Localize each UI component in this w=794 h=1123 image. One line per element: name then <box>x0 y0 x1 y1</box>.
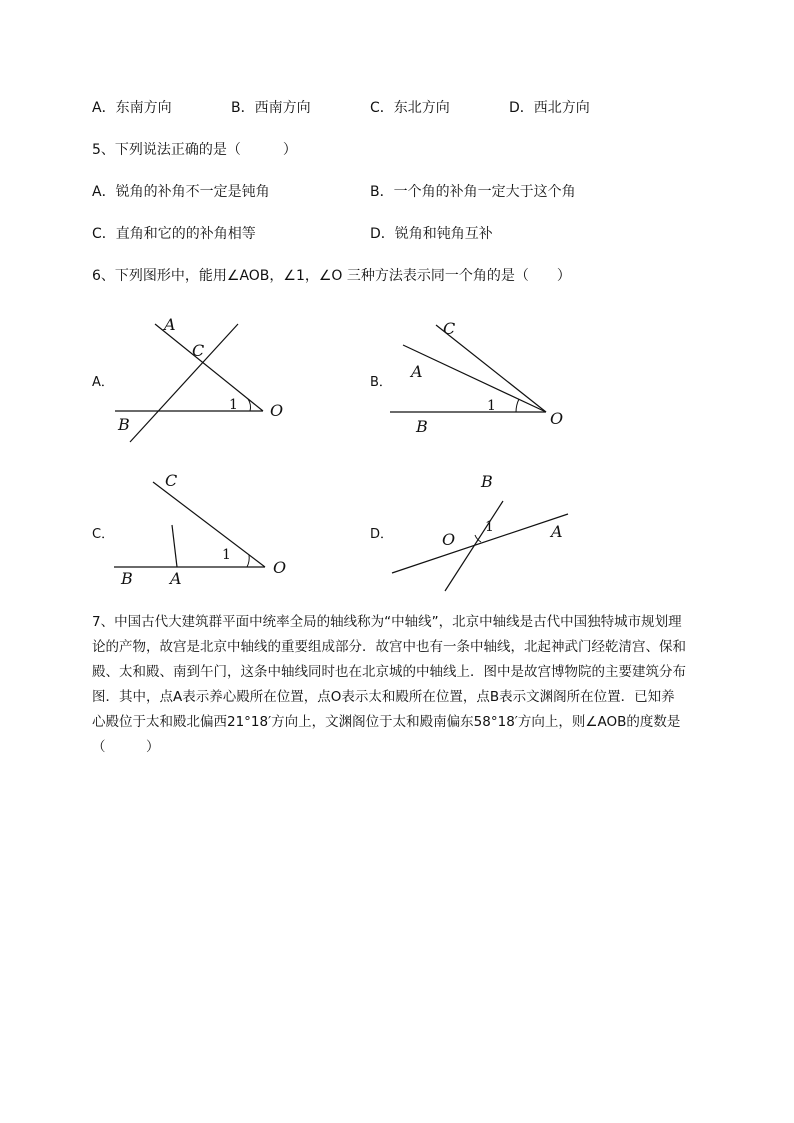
q6-option-b-label[interactable]: B． <box>370 375 392 390</box>
q5-option-d[interactable]: D．锐角和钝角互补 <box>370 226 493 242</box>
q4-option-a[interactable]: A．东南方向 <box>92 100 172 116</box>
q6-option-d-label[interactable]: D． <box>370 527 394 542</box>
ray-oa <box>155 324 263 411</box>
line-oa <box>392 514 568 573</box>
q5-option-c[interactable]: C．直角和它的的补角相等 <box>92 226 256 242</box>
point-b-label: B <box>481 472 493 491</box>
short-segment <box>172 525 177 567</box>
q6-figure-b <box>380 310 580 440</box>
q7-paragraph <box>92 610 742 760</box>
angle-1-label: 1 <box>485 519 494 535</box>
point-a-label: A <box>411 362 423 381</box>
q6-figure-c <box>100 465 300 595</box>
point-b-label: B <box>121 569 133 588</box>
angle-1-label: 1 <box>222 547 231 563</box>
q5-option-b[interactable]: B．一个角的补角一定大于这个角 <box>370 184 576 200</box>
point-o-label: O <box>273 558 287 577</box>
q7-line-5: 心殿位于太和殿北偏西21°18′方向上，文渊阁位于太和殿南偏东58°18′方向上，则∠AOB的度数是 <box>92 714 681 730</box>
q4-option-c[interactable]: C．东北方向 <box>370 100 450 116</box>
point-b-label: B <box>118 415 130 434</box>
q5-stem: 5、下列说法正确的是（ ） <box>92 142 297 158</box>
q6-option-a-label[interactable]: A． <box>92 375 114 390</box>
q6-stem: 6、下列图形中，能用∠AOB，∠1，∠O 三种方法表示同一个角的是（ ） <box>92 268 571 284</box>
ray-oc <box>153 482 265 567</box>
point-o-label: O <box>442 530 456 549</box>
angle-1-label: 1 <box>487 398 496 414</box>
q6-option-c-label[interactable]: C． <box>92 527 115 542</box>
point-c-label: C <box>165 471 178 490</box>
point-a-label: A <box>170 569 182 588</box>
q5-option-a[interactable]: A．锐角的补角不一定是钝角 <box>92 184 270 200</box>
point-c-label: C <box>192 341 205 360</box>
q7-line-1: 7、中国古代大建筑群平面中统率全局的轴线称为“中轴线”，北京中轴线是古代中国独特城市规划理 <box>92 614 682 630</box>
angle-arc <box>247 555 249 567</box>
point-b-label: B <box>416 417 428 436</box>
point-c-label: C <box>443 319 456 338</box>
line-through-c <box>130 324 238 442</box>
q7-line-4: 图．其中，点A表示养心殿所在位置，点O表示太和殿所在位置，点B表示文渊阁所在位置．已知养 <box>92 689 675 705</box>
point-a-label: A <box>551 522 563 541</box>
point-a-label: A <box>164 315 176 334</box>
q4-option-b[interactable]: B．西南方向 <box>231 100 311 116</box>
q6-figure-d <box>385 465 585 605</box>
angle-1-label: 1 <box>229 397 238 413</box>
angle-arc <box>516 399 519 412</box>
q6-figure-a <box>100 310 300 450</box>
point-o-label: O <box>550 409 564 428</box>
q7-answer-blank: （ ） <box>92 739 160 755</box>
q4-option-d[interactable]: D．西北方向 <box>509 100 590 116</box>
q7-line-3: 殿、太和殿、南到午门，这条中轴线同时也在北京城的中轴线上．图中是故宫博物院的主要建筑分布 <box>92 664 686 680</box>
q7-line-2: 论的产物，故宫是北京中轴线的重要组成部分．故宫中也有一条中轴线，北起神武门经乾清宫、保和 <box>92 639 686 655</box>
point-o-label: O <box>270 401 284 420</box>
